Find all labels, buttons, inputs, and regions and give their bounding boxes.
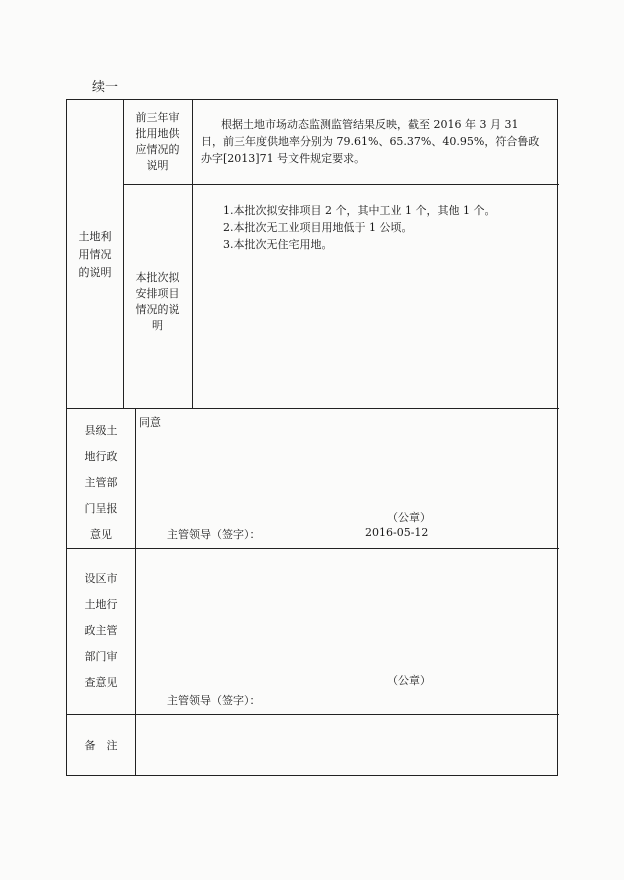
supply-row-label: 前三年审 批用地供 应情况的 说明 (135, 111, 180, 172)
projects-item: 1.本批次拟安排项目 2 个，其中工业 1 个，其他 1 个。 (223, 204, 496, 217)
divider (67, 408, 559, 409)
projects-item: 2.本批次无工业项目用地低于 1 公顷。 (223, 221, 413, 234)
divider (67, 548, 559, 549)
city-opinion-label: 设区市 土地行 政主管 部门审 查意见 (84, 572, 118, 689)
county-seal: （公章） (387, 511, 431, 524)
projects-item: 3.本批次无住宅用地。 (223, 238, 333, 251)
projects-row-label: 本批次拟 安排项目 情况的说 明 (135, 271, 180, 332)
supply-row-text-line3: 办字[2013]71 号文件规定要求。 (201, 152, 366, 165)
city-seal: （公章） (387, 674, 431, 687)
county-opinion-date: 2016-05-12 (365, 526, 429, 539)
continuation-label: 续一 (92, 80, 119, 95)
approval-form-table (66, 99, 558, 776)
county-opinion-label: 县级土 地行政 主管部 门呈报 意见 (84, 424, 118, 541)
divider (192, 100, 193, 408)
divider (135, 408, 136, 775)
remarks-label: 备 注 (84, 739, 118, 752)
county-opinion-text: 同意 (139, 416, 161, 429)
county-leader-signature-label: 主管领导（签字）： (167, 528, 261, 541)
supply-row-text-line2: 日，前三年度供地率分别为 79.61%、65.37%、40.95%，符合鲁政 (201, 135, 540, 148)
divider (67, 714, 559, 715)
city-leader-signature-label: 主管领导（签字）： (167, 694, 261, 707)
divider (123, 184, 559, 185)
supply-row-text-line1: 根据土地市场动态监测监管结果反映，截至 2016 年 3 月 31 (221, 118, 519, 131)
land-use-section-label: 土地利 用情况 的说明 (78, 230, 112, 279)
